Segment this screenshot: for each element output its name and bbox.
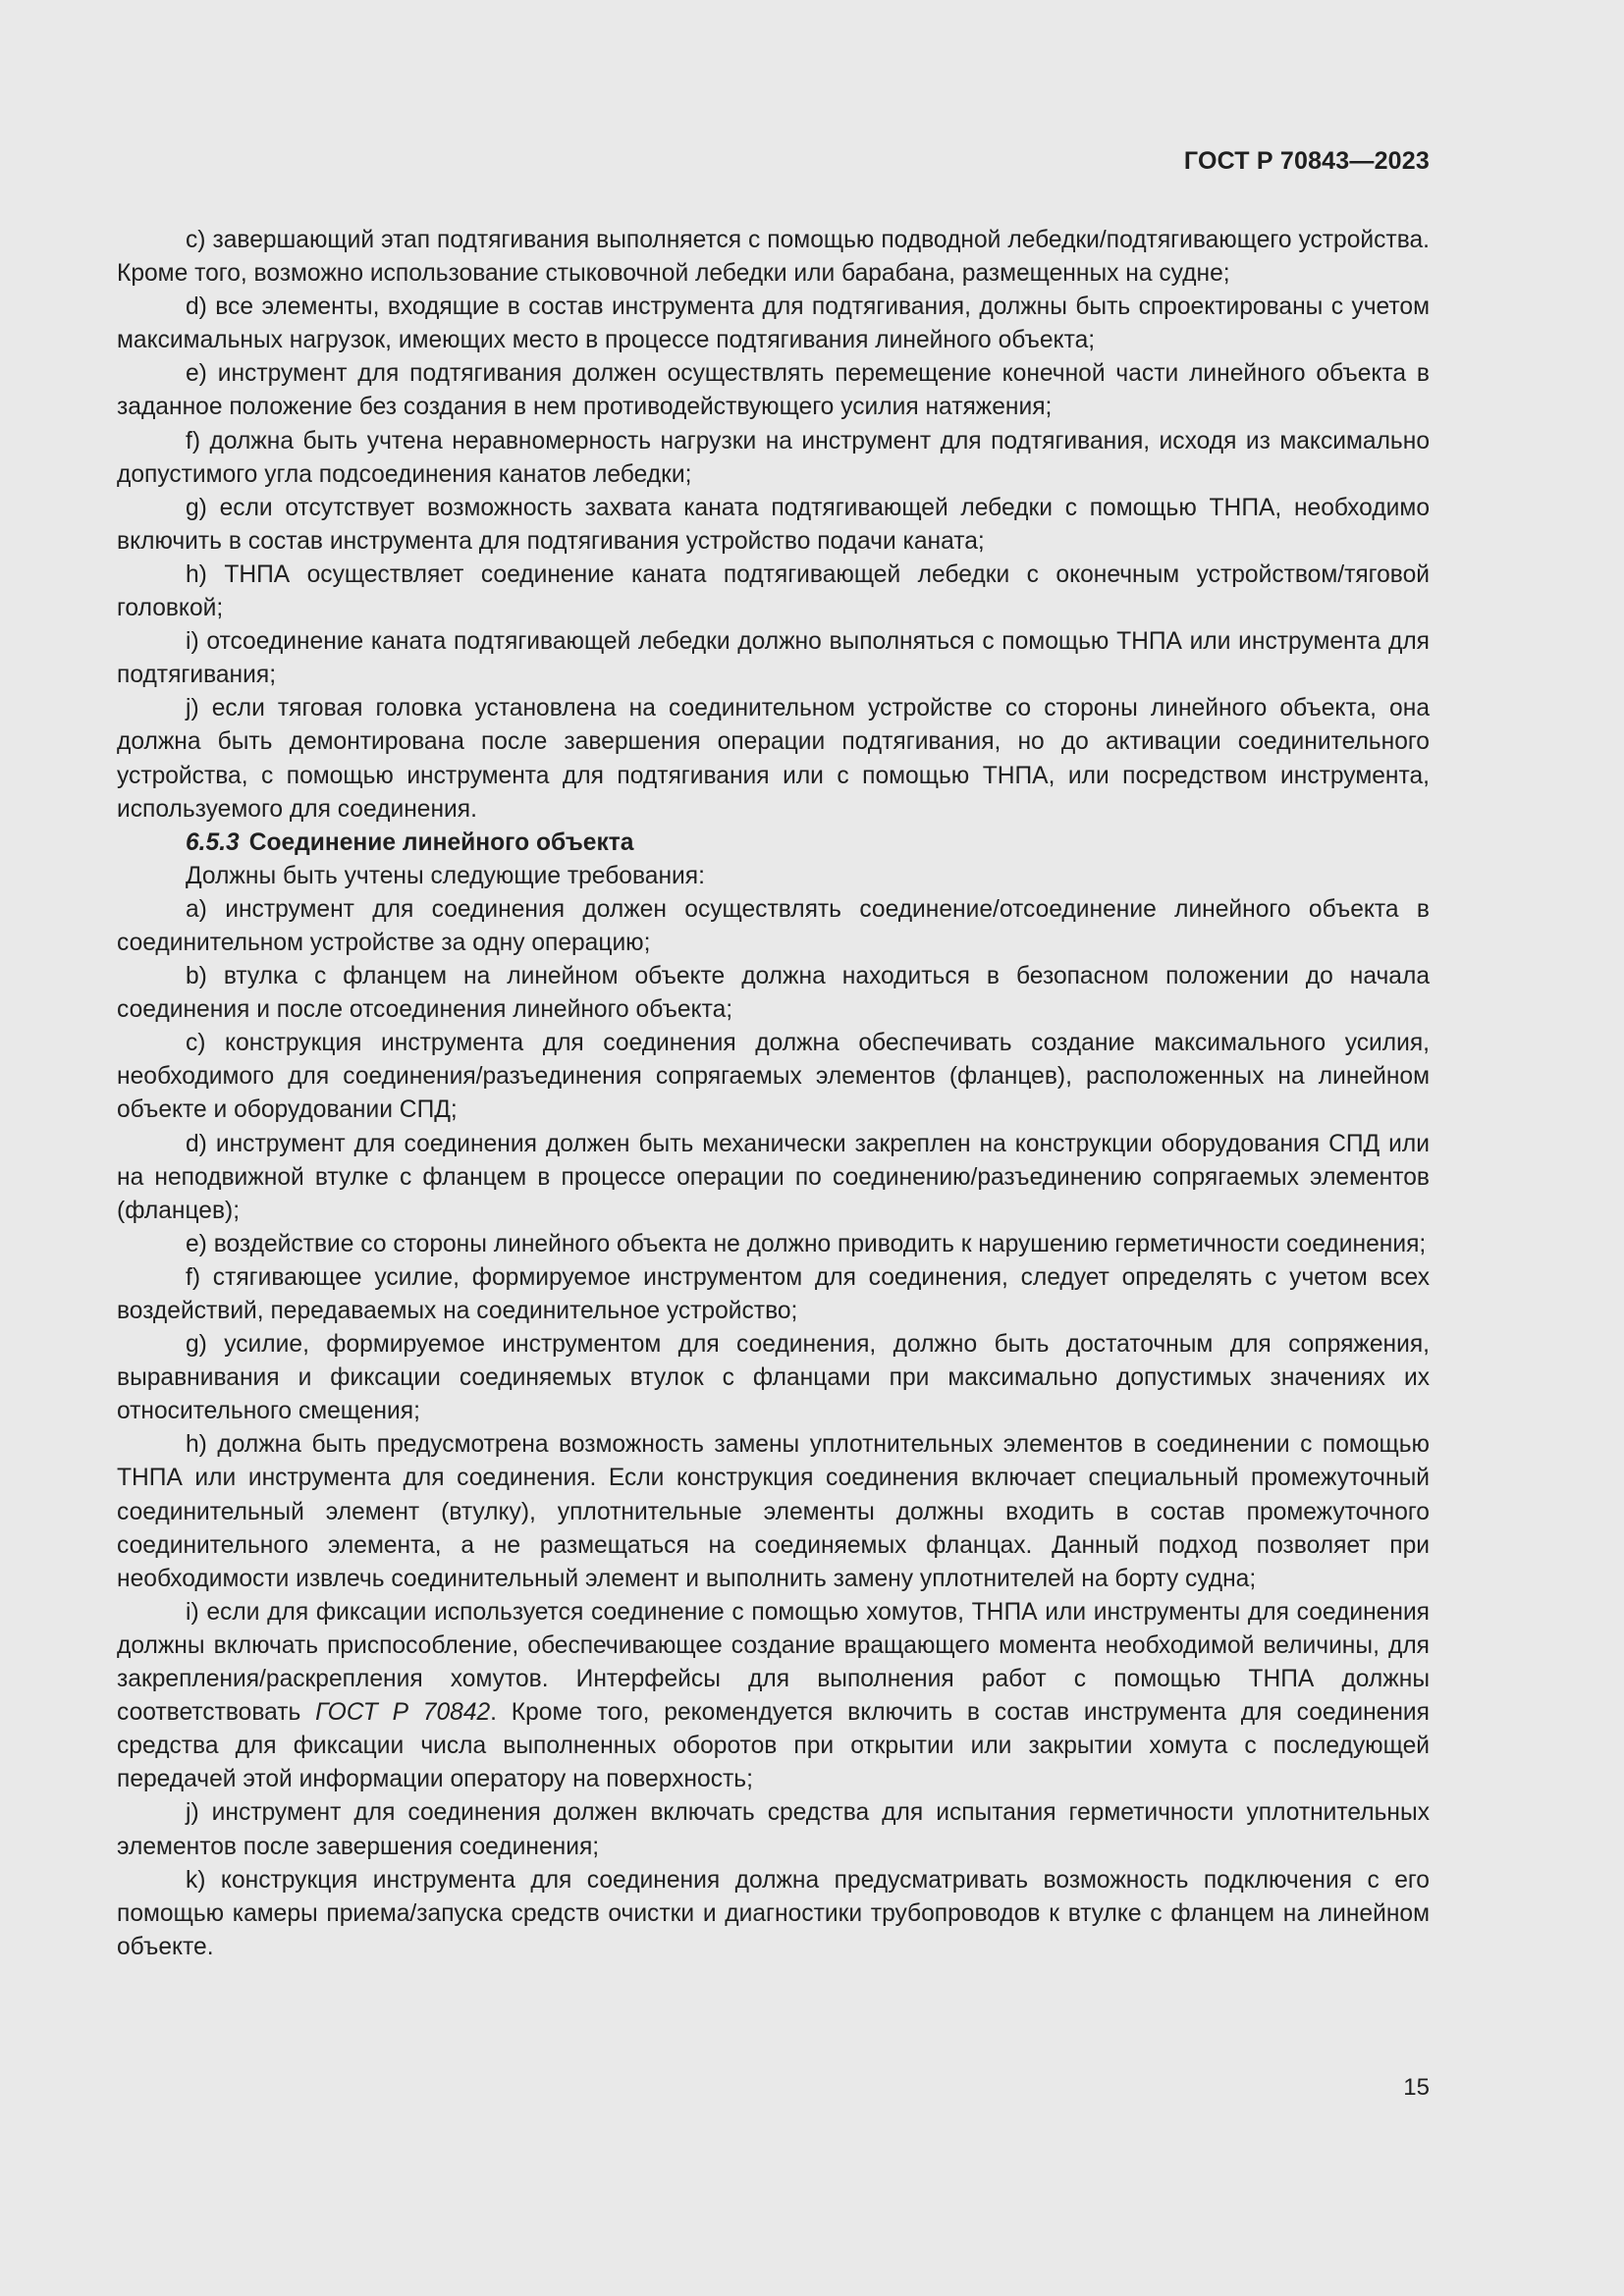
section-title: Соединение линейного объекта — [248, 828, 634, 856]
paragraph-h: h) ТНПА осуществляет соединение каната подтягивающей лебедки с оконечным устройством/тяговой головкой; — [117, 561, 1430, 622]
requirement-f: f) стягивающее усилие, формируемое инструментом для соединения, следует определять с учетом всех воздействий, передаваемых на соединительное устройство; — [117, 1263, 1430, 1324]
document-header — [1184, 147, 1430, 176]
paragraph-j: j) если тяговая головка установлена на соединительном устройстве со стороны линейного объекта, она должна быть демонтирована после завершения операции подтягивания, но до активации соединительного устройства, с помощью инструмента для подтягивания или с помощью ТНПА, или посредством инструмента, используемого для соединения. — [117, 695, 1430, 823]
paragraph-f: f) должна быть учтена неравномерность нагрузки на инструмент для подтягивания, исходя из максимально допустимого угла подсоединения канатов лебедки; — [117, 427, 1430, 488]
requirement-i-text-after: . Кроме того, рекомендуется включить в состав инструмента для соединения средства для фиксации числа выполненных оборотов при открытии или закрытии хомута с последующей передачей этой информации оператору на поверхность; — [117, 1699, 1430, 1793]
paragraph-i: i) отсоединение каната подтягивающей лебедки должно выполняться с помощью ТНПА или инструмента для подтягивания; — [117, 628, 1430, 689]
requirement-i — [117, 1596, 1430, 1797]
requirement-h: h) должна быть предусмотрена возможность замены уплотнительных элементов в соединении с помощью ТНПА или инструмента для соединения. Если конструкция соединения включает специальный промежуточный соединительный элемент (втулку), уплотнительные элементы должны входить в состав промежуточного соединительного элемента, а не размещаться на соединяемых фланцах. Данный подход позволяет при необходимости извлечь соединительный элемент и выполнить замену уплотнителей на борту судна; — [117, 1431, 1430, 1592]
paragraph-c: c) завершающий этап подтягивания выполняется с помощью подводной лебедки/подтягивающего устройства. Кроме того, возможно использование стыковочной лебедки или барабана, размещенных на судне; — [117, 227, 1430, 288]
paragraph-d: d) все элементы, входящие в состав инструмента для подтягивания, должны быть спроектированы с учетом максимальных нагрузок, имеющих место в процессе подтягивания линейного объекта; — [117, 294, 1430, 354]
requirement-i-text-before: i) если для фиксации используется соединение с помощью хомутов, ТНПА или инструменты для соединения должны включать приспособление, обеспечивающее создание вращающего момента необходимой величины, для закрепления/раскрепления хомутов. Интерфейсы для выполнения работ с помощью ТНПА должны соответствовать — [117, 1598, 1430, 1727]
page-number: 15 — [1403, 2074, 1430, 2101]
paragraph-e: e) инструмент для подтягивания должен осуществлять перемещение конечной части линейного объекта в заданное положение без создания в нем противодействующего усилия натяжения; — [117, 360, 1430, 421]
section-intro: Должны быть учтены следующие требования: — [186, 862, 705, 889]
standard-reference-link: ГОСТ Р 70842 — [315, 1699, 491, 1727]
document-id: ГОСТ Р 70843—2023 — [1183, 147, 1430, 175]
section-number: 6.5.3 — [186, 828, 240, 856]
section-heading — [117, 827, 1430, 860]
requirement-d: d) инструмент для соединения должен быть механически закреплен на конструкции оборудования СПД или на неподвижной втулке с фланцем в процессе операции по соединению/разъединению сопрягаемых элементов (фланцев); — [117, 1130, 1430, 1224]
requirement-k: k) конструкция инструмента для соединения должна предусматривать возможность подключения с его помощью камеры приема/запуска средств очистки и диагностики трубопроводов к втулке с фланцем на линейном объекте. — [117, 1866, 1430, 1960]
requirement-g: g) усилие, формируемое инструментом для соединения, должно быть достаточным для сопряжения, выравнивания и фиксации соединяемых втулок с фланцами при максимально допустимых значениях их относительного смещения; — [117, 1331, 1430, 1425]
requirement-e: e) воздействие со стороны линейного объекта не должно приводить к нарушению герметичности соединения; — [186, 1230, 1427, 1257]
requirement-a: a) инструмент для соединения должен осуществлять соединение/отсоединение линейного объекта в соединительном устройстве за одну операцию; — [117, 895, 1430, 956]
requirement-c: c) конструкция инструмента для соединения должна обеспечивать создание максимального усилия, необходимого для соединения/разъединения сопрягаемых элементов (фланцев), расположенных на линейном объекте и оборудовании СПД; — [117, 1030, 1430, 1124]
requirement-b: b) втулка с фланцем на линейном объекте должна находиться в безопасном положении до начала соединения и после отсоединения линейного объекта; — [117, 963, 1430, 1024]
paragraph-g: g) если отсутствует возможность захвата каната подтягивающей лебедки с помощью ТНПА, необходимо включить в состав инструмента для подтягивания устройство подачи каната; — [117, 494, 1430, 555]
page-footer — [1403, 2074, 1430, 2102]
requirement-j: j) инструмент для соединения должен включать средства для испытания герметичности уплотнительных элементов после завершения соединения; — [117, 1799, 1430, 1860]
document-body — [117, 224, 1430, 1964]
